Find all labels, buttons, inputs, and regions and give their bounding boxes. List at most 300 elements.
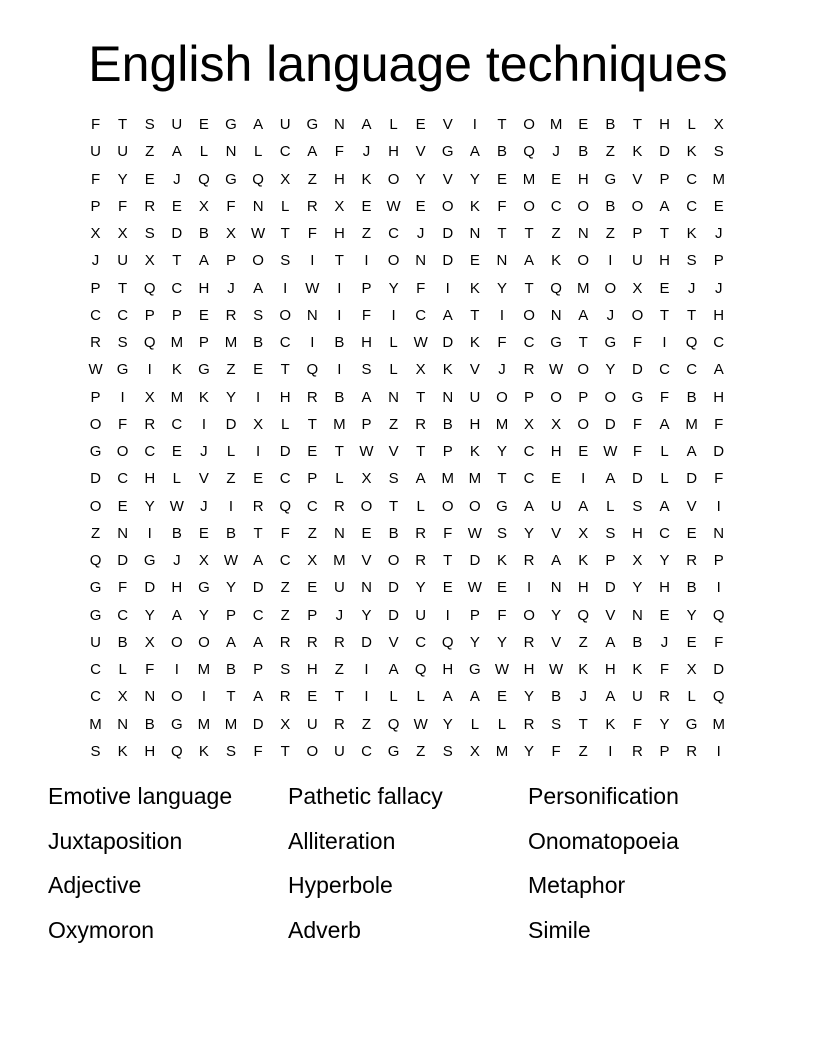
grid-letter: D bbox=[713, 661, 725, 679]
grid-letter: X bbox=[90, 225, 101, 243]
grid-letter: V bbox=[198, 470, 209, 488]
grid-letter: M bbox=[712, 715, 725, 733]
grid-letter: N bbox=[333, 116, 345, 134]
grid-letter: L bbox=[389, 334, 398, 352]
grid-letter: L bbox=[660, 470, 669, 488]
grid-letter: T bbox=[578, 715, 588, 733]
word-list-item: Personification bbox=[528, 783, 679, 809]
grid-letter: B bbox=[226, 661, 237, 679]
grid-letter: O bbox=[604, 388, 617, 406]
grid-letter: C bbox=[279, 552, 291, 570]
grid-letter: Z bbox=[90, 524, 101, 542]
grid-letter: X bbox=[415, 361, 426, 379]
grid-letter: S bbox=[361, 361, 372, 379]
grid-letter: J bbox=[579, 688, 587, 706]
grid-letter: Q bbox=[441, 633, 454, 651]
grid-letter: B bbox=[496, 143, 507, 161]
grid-letter: Y bbox=[469, 170, 480, 188]
grid-letter: D bbox=[144, 579, 156, 597]
grid-letter: K bbox=[117, 742, 128, 760]
grid-letter: L bbox=[253, 143, 263, 161]
grid-letter: R bbox=[333, 497, 345, 515]
grid-letter: D bbox=[469, 552, 481, 570]
grid-letter: W bbox=[467, 524, 482, 542]
grid-letter: M bbox=[197, 715, 211, 733]
grid-letter: E bbox=[171, 197, 182, 215]
grid-letter: F bbox=[497, 197, 507, 215]
grid-letter: K bbox=[361, 170, 372, 188]
grid-letter: Z bbox=[416, 742, 426, 760]
grid-letter: C bbox=[171, 415, 183, 433]
grid-letter: O bbox=[577, 197, 590, 215]
grid-letter: G bbox=[685, 715, 698, 733]
grid-letter: E bbox=[578, 443, 589, 461]
grid-letter: R bbox=[333, 633, 345, 651]
grid-letter: A bbox=[442, 306, 453, 324]
grid-letter: A bbox=[198, 252, 209, 270]
grid-letter: G bbox=[116, 361, 129, 379]
grid-letter: A bbox=[469, 688, 480, 706]
word-list bbox=[48, 778, 768, 956]
grid-letter: L bbox=[416, 497, 425, 515]
grid-letter: Q bbox=[279, 497, 292, 515]
grid-letter: D bbox=[279, 443, 291, 461]
grid-letter: I bbox=[310, 334, 315, 352]
grid-letter: Z bbox=[307, 170, 317, 188]
grid-letter: H bbox=[577, 579, 589, 597]
grid-letter: S bbox=[388, 470, 399, 488]
grid-letter: N bbox=[550, 579, 562, 597]
grid-letter: D bbox=[604, 579, 616, 597]
grid-letter: K bbox=[171, 361, 182, 379]
grid-row bbox=[82, 411, 734, 438]
grid-letter: R bbox=[225, 306, 237, 324]
grid-letter: A bbox=[605, 470, 616, 488]
grid-letter: K bbox=[551, 252, 562, 270]
grid-letter: N bbox=[117, 524, 129, 542]
grid-letter: C bbox=[90, 688, 101, 706]
grid-row bbox=[82, 493, 734, 520]
grid-letter: A bbox=[686, 443, 697, 461]
grid-letter: Z bbox=[551, 225, 561, 243]
grid-letter: D bbox=[252, 579, 264, 597]
grid-letter: U bbox=[333, 742, 345, 760]
grid-letter: M bbox=[712, 170, 725, 188]
grid-letter: A bbox=[524, 497, 535, 515]
grid-letter: K bbox=[686, 143, 697, 161]
grid-letter: C bbox=[523, 334, 535, 352]
grid-letter: R bbox=[523, 715, 535, 733]
grid-letter: F bbox=[632, 443, 642, 461]
grid-letter: P bbox=[307, 606, 318, 624]
grid-letter: F bbox=[497, 606, 507, 624]
grid-letter: P bbox=[605, 552, 616, 570]
grid-letter: I bbox=[256, 388, 261, 406]
grid-letter: A bbox=[659, 197, 670, 215]
grid-letter: O bbox=[116, 443, 129, 461]
grid-letter: A bbox=[442, 688, 453, 706]
grid-letter: L bbox=[687, 116, 696, 134]
grid-letter: E bbox=[307, 443, 318, 461]
grid-letter: I bbox=[716, 579, 721, 597]
grid-letter: I bbox=[499, 306, 505, 324]
grid-letter: C bbox=[415, 633, 427, 651]
grid-letter: R bbox=[686, 552, 698, 570]
grid-letter: C bbox=[523, 470, 535, 488]
grid-letter: C bbox=[252, 606, 264, 624]
grid-letter: H bbox=[333, 225, 345, 243]
grid-row bbox=[82, 384, 734, 411]
grid-letter: Y bbox=[442, 715, 453, 733]
grid-row bbox=[82, 356, 734, 383]
grid-letter: K bbox=[469, 334, 480, 352]
grid-letter: K bbox=[496, 552, 507, 570]
grid-letter: Z bbox=[307, 524, 317, 542]
grid-letter: X bbox=[198, 552, 209, 570]
grid-letter: Y bbox=[605, 361, 616, 379]
grid-letter: L bbox=[606, 497, 615, 515]
grid-letter: Q bbox=[252, 170, 264, 188]
grid-letter: O bbox=[577, 361, 590, 379]
grid-letter: D bbox=[252, 715, 264, 733]
grid-letter: Z bbox=[361, 715, 372, 733]
grid-letter: M bbox=[495, 742, 509, 760]
grid-letter: J bbox=[362, 143, 371, 161]
grid-letter: F bbox=[714, 470, 724, 488]
grid-letter: I bbox=[364, 661, 369, 679]
grid-letter: D bbox=[632, 470, 643, 488]
grid-letter: F bbox=[280, 524, 290, 542]
grid-letter: O bbox=[523, 197, 535, 215]
grid-letter: I bbox=[337, 361, 342, 379]
grid-letter: W bbox=[223, 552, 239, 570]
grid-letter: G bbox=[89, 606, 102, 624]
grid-letter: R bbox=[523, 633, 535, 651]
grid-letter: E bbox=[198, 306, 209, 324]
grid-letter: E bbox=[659, 279, 670, 297]
grid-letter: A bbox=[578, 497, 589, 515]
grid-letter: K bbox=[469, 279, 480, 297]
grid-letter: W bbox=[603, 443, 618, 461]
grid-letter: C bbox=[686, 361, 698, 379]
grid-letter: S bbox=[280, 252, 291, 270]
grid-letter: X bbox=[144, 388, 155, 406]
grid-letter: U bbox=[117, 143, 129, 161]
grid-letter: K bbox=[198, 742, 209, 760]
grid-letter: A bbox=[253, 279, 264, 297]
grid-letter: G bbox=[631, 388, 644, 406]
grid-letter: T bbox=[497, 116, 507, 134]
grid-letter: J bbox=[200, 497, 208, 515]
grid-letter: I bbox=[283, 279, 288, 297]
grid-letter: V bbox=[361, 552, 372, 570]
grid-letter: I bbox=[608, 252, 613, 270]
grid-row bbox=[82, 220, 734, 247]
grid-letter: I bbox=[364, 688, 369, 706]
grid-row bbox=[82, 547, 734, 574]
grid-letter: E bbox=[686, 633, 697, 651]
grid-letter: M bbox=[333, 415, 346, 433]
grid-letter: B bbox=[686, 579, 697, 597]
grid-letter: P bbox=[90, 279, 101, 297]
grid-letter: A bbox=[524, 252, 535, 270]
grid-letter: O bbox=[577, 252, 590, 270]
grid-letter: K bbox=[578, 552, 589, 570]
grid-letter: N bbox=[713, 524, 725, 542]
grid-letter: E bbox=[198, 524, 209, 542]
grid-letter: W bbox=[549, 661, 564, 679]
grid-letter: O bbox=[441, 197, 454, 215]
grid-letter: T bbox=[307, 415, 317, 433]
grid-letter: T bbox=[334, 252, 344, 270]
grid-letter: P bbox=[226, 606, 237, 624]
grid-letter: R bbox=[415, 552, 427, 570]
grid-letter: Q bbox=[712, 606, 725, 624]
letter-grid bbox=[82, 111, 734, 765]
grid-letter: J bbox=[200, 443, 208, 461]
grid-letter: D bbox=[604, 415, 616, 433]
grid-letter: Y bbox=[524, 524, 535, 542]
grid-letter: C bbox=[306, 497, 318, 515]
grid-letter: M bbox=[197, 661, 211, 679]
grid-letter: N bbox=[388, 388, 399, 406]
grid-letter: E bbox=[496, 170, 507, 188]
grid-letter: F bbox=[632, 715, 642, 733]
grid-letter: U bbox=[415, 606, 427, 624]
grid-letter: N bbox=[442, 388, 454, 406]
grid-letter: A bbox=[605, 688, 616, 706]
grid-row bbox=[82, 711, 734, 738]
grid-letter: F bbox=[145, 661, 155, 679]
grid-letter: T bbox=[416, 443, 426, 461]
grid-letter: X bbox=[632, 552, 643, 570]
grid-letter: N bbox=[333, 524, 345, 542]
grid-letter: P bbox=[524, 388, 535, 406]
grid-letter: F bbox=[416, 279, 426, 297]
grid-letter: O bbox=[387, 552, 400, 570]
page-title: English language techniques bbox=[88, 36, 728, 92]
grid-letter: A bbox=[253, 116, 264, 134]
grid-letter: S bbox=[713, 143, 724, 161]
grid-letter: R bbox=[333, 715, 345, 733]
grid-letter: I bbox=[147, 524, 152, 542]
grid-letter: G bbox=[604, 170, 617, 188]
grid-letter: K bbox=[198, 388, 209, 406]
grid-letter: S bbox=[253, 306, 264, 324]
grid-letter: B bbox=[117, 633, 128, 651]
grid-letter: O bbox=[198, 633, 210, 651]
grid-letter: B bbox=[632, 633, 643, 651]
grid-letter: G bbox=[387, 742, 400, 760]
grid-letter: J bbox=[416, 225, 425, 243]
grid-letter: D bbox=[442, 225, 454, 243]
grid-letter: I bbox=[120, 388, 125, 406]
grid-letter: E bbox=[307, 579, 318, 597]
grid-letter: Q bbox=[387, 715, 400, 733]
grid-letter: J bbox=[91, 252, 100, 270]
grid-letter: Q bbox=[414, 661, 427, 679]
grid-letter: C bbox=[523, 443, 535, 461]
grid-letter: Z bbox=[334, 661, 344, 679]
grid-row bbox=[82, 329, 734, 356]
grid-letter: D bbox=[442, 334, 454, 352]
grid-letter: W bbox=[169, 497, 184, 515]
grid-letter: X bbox=[226, 225, 237, 243]
grid-letter: A bbox=[253, 633, 264, 651]
grid-letter: F bbox=[632, 334, 642, 352]
grid-letter: I bbox=[147, 361, 152, 379]
grid-letter: B bbox=[226, 524, 237, 542]
grid-letter: L bbox=[497, 715, 507, 733]
grid-letter: Y bbox=[117, 170, 128, 188]
grid-letter: T bbox=[659, 306, 670, 324]
grid-letter: D bbox=[632, 361, 643, 379]
grid-letter: Y bbox=[388, 279, 399, 297]
grid-letter: M bbox=[224, 715, 238, 733]
grid-letter: F bbox=[226, 197, 236, 215]
grid-letter: K bbox=[469, 197, 480, 215]
grid-letter: O bbox=[550, 388, 562, 406]
grid-letter: T bbox=[226, 688, 236, 706]
grid-letter: R bbox=[144, 415, 156, 433]
grid-letter: T bbox=[524, 279, 534, 297]
word-list-item: Metaphor bbox=[528, 872, 626, 898]
grid-letter: I bbox=[608, 742, 613, 760]
grid-letter: H bbox=[604, 661, 616, 679]
grid-letter: A bbox=[578, 306, 589, 324]
grid-letter: G bbox=[225, 170, 237, 188]
grid-letter: A bbox=[605, 633, 616, 651]
grid-letter: T bbox=[280, 225, 290, 243]
grid-letter: R bbox=[306, 197, 318, 215]
grid-letter: H bbox=[306, 661, 318, 679]
grid-letter: Y bbox=[551, 606, 562, 624]
grid-letter: T bbox=[334, 688, 344, 706]
grid-letter: U bbox=[550, 497, 562, 515]
grid-letter: P bbox=[713, 552, 724, 570]
grid-letter: H bbox=[577, 170, 589, 188]
grid-letter: M bbox=[576, 279, 590, 297]
grid-letter: Y bbox=[659, 715, 670, 733]
grid-letter: Z bbox=[280, 579, 290, 597]
grid-letter: V bbox=[551, 524, 562, 542]
grid-letter: O bbox=[523, 606, 535, 624]
grid-letter: I bbox=[581, 470, 586, 488]
grid-letter: T bbox=[659, 225, 670, 243]
grid-letter: H bbox=[713, 388, 725, 406]
grid-letter: B bbox=[442, 415, 453, 433]
grid-letter: Q bbox=[712, 688, 725, 706]
grid-letter: C bbox=[144, 443, 156, 461]
grid-letter: F bbox=[659, 388, 670, 406]
word-list-item: Emotive language bbox=[48, 783, 233, 809]
grid-letter: H bbox=[523, 661, 535, 679]
grid-letter: E bbox=[659, 606, 670, 624]
grid-letter: H bbox=[144, 470, 156, 488]
grid-letter: I bbox=[445, 606, 450, 624]
grid-letter: Y bbox=[524, 688, 535, 706]
grid-row bbox=[82, 138, 734, 165]
grid-letter: R bbox=[306, 633, 318, 651]
grid-letter: R bbox=[144, 197, 156, 215]
grid-letter: N bbox=[225, 143, 237, 161]
grid-letter: G bbox=[198, 361, 210, 379]
grid-letter: Y bbox=[226, 388, 237, 406]
grid-letter: X bbox=[280, 170, 291, 188]
grid-letter: O bbox=[604, 279, 617, 297]
grid-letter: Q bbox=[306, 361, 319, 379]
grid-letter: P bbox=[307, 470, 318, 488]
grid-letter: F bbox=[90, 116, 101, 134]
grid-letter: C bbox=[550, 197, 562, 215]
grid-row bbox=[82, 247, 734, 274]
grid-letter: E bbox=[307, 688, 318, 706]
grid-letter: G bbox=[550, 334, 562, 352]
grid-letter: Q bbox=[170, 742, 183, 760]
grid-letter: O bbox=[89, 415, 102, 433]
grid-letter: R bbox=[523, 552, 535, 570]
grid-letter: A bbox=[171, 606, 182, 624]
grid-letter: M bbox=[170, 334, 184, 352]
grid-letter: C bbox=[686, 197, 698, 215]
grid-letter: J bbox=[687, 279, 696, 297]
grid-letter: J bbox=[606, 306, 615, 324]
grid-letter: Q bbox=[143, 334, 156, 352]
grid-letter: G bbox=[469, 661, 481, 679]
grid-letter: Z bbox=[605, 225, 615, 243]
grid-letter: J bbox=[552, 143, 560, 161]
grid-letter: N bbox=[577, 225, 589, 243]
grid-letter: O bbox=[577, 415, 590, 433]
grid-letter: D bbox=[388, 606, 399, 624]
grid-letter: E bbox=[415, 197, 426, 215]
grid-letter: Y bbox=[144, 606, 155, 624]
grid-letter: T bbox=[524, 225, 534, 243]
grid-letter: O bbox=[387, 170, 400, 188]
grid-letter: A bbox=[713, 361, 724, 379]
grid-letter: K bbox=[469, 443, 480, 461]
grid-letter: P bbox=[171, 306, 182, 324]
grid-letter: O bbox=[496, 388, 508, 406]
grid-letter: S bbox=[226, 742, 237, 760]
grid-letter: U bbox=[632, 688, 643, 706]
grid-letter: I bbox=[662, 334, 667, 352]
grid-letter: P bbox=[578, 388, 589, 406]
grid-letter: G bbox=[198, 579, 210, 597]
grid-letter: C bbox=[90, 661, 101, 679]
grid-letter: P bbox=[442, 443, 453, 461]
grid-letter: N bbox=[144, 688, 156, 706]
grid-letter: K bbox=[605, 715, 616, 733]
grid-letter: K bbox=[632, 661, 643, 679]
grid-letter: L bbox=[118, 661, 127, 679]
grid-letter: L bbox=[389, 116, 398, 134]
grid-letter: T bbox=[253, 524, 263, 542]
grid-letter: W bbox=[549, 361, 564, 379]
grid-letter: A bbox=[307, 143, 318, 161]
grid-letter: B bbox=[253, 334, 264, 352]
grid-letter: S bbox=[280, 661, 291, 679]
grid-letter: B bbox=[171, 524, 182, 542]
grid-letter: P bbox=[253, 661, 264, 679]
grid-letter: E bbox=[686, 524, 697, 542]
grid-letter: M bbox=[522, 170, 536, 188]
grid-letter: W bbox=[305, 279, 320, 297]
grid-letter: S bbox=[605, 524, 616, 542]
grid-letter: Y bbox=[496, 443, 507, 461]
grid-letter: O bbox=[306, 742, 319, 760]
grid-letter: V bbox=[632, 170, 643, 188]
